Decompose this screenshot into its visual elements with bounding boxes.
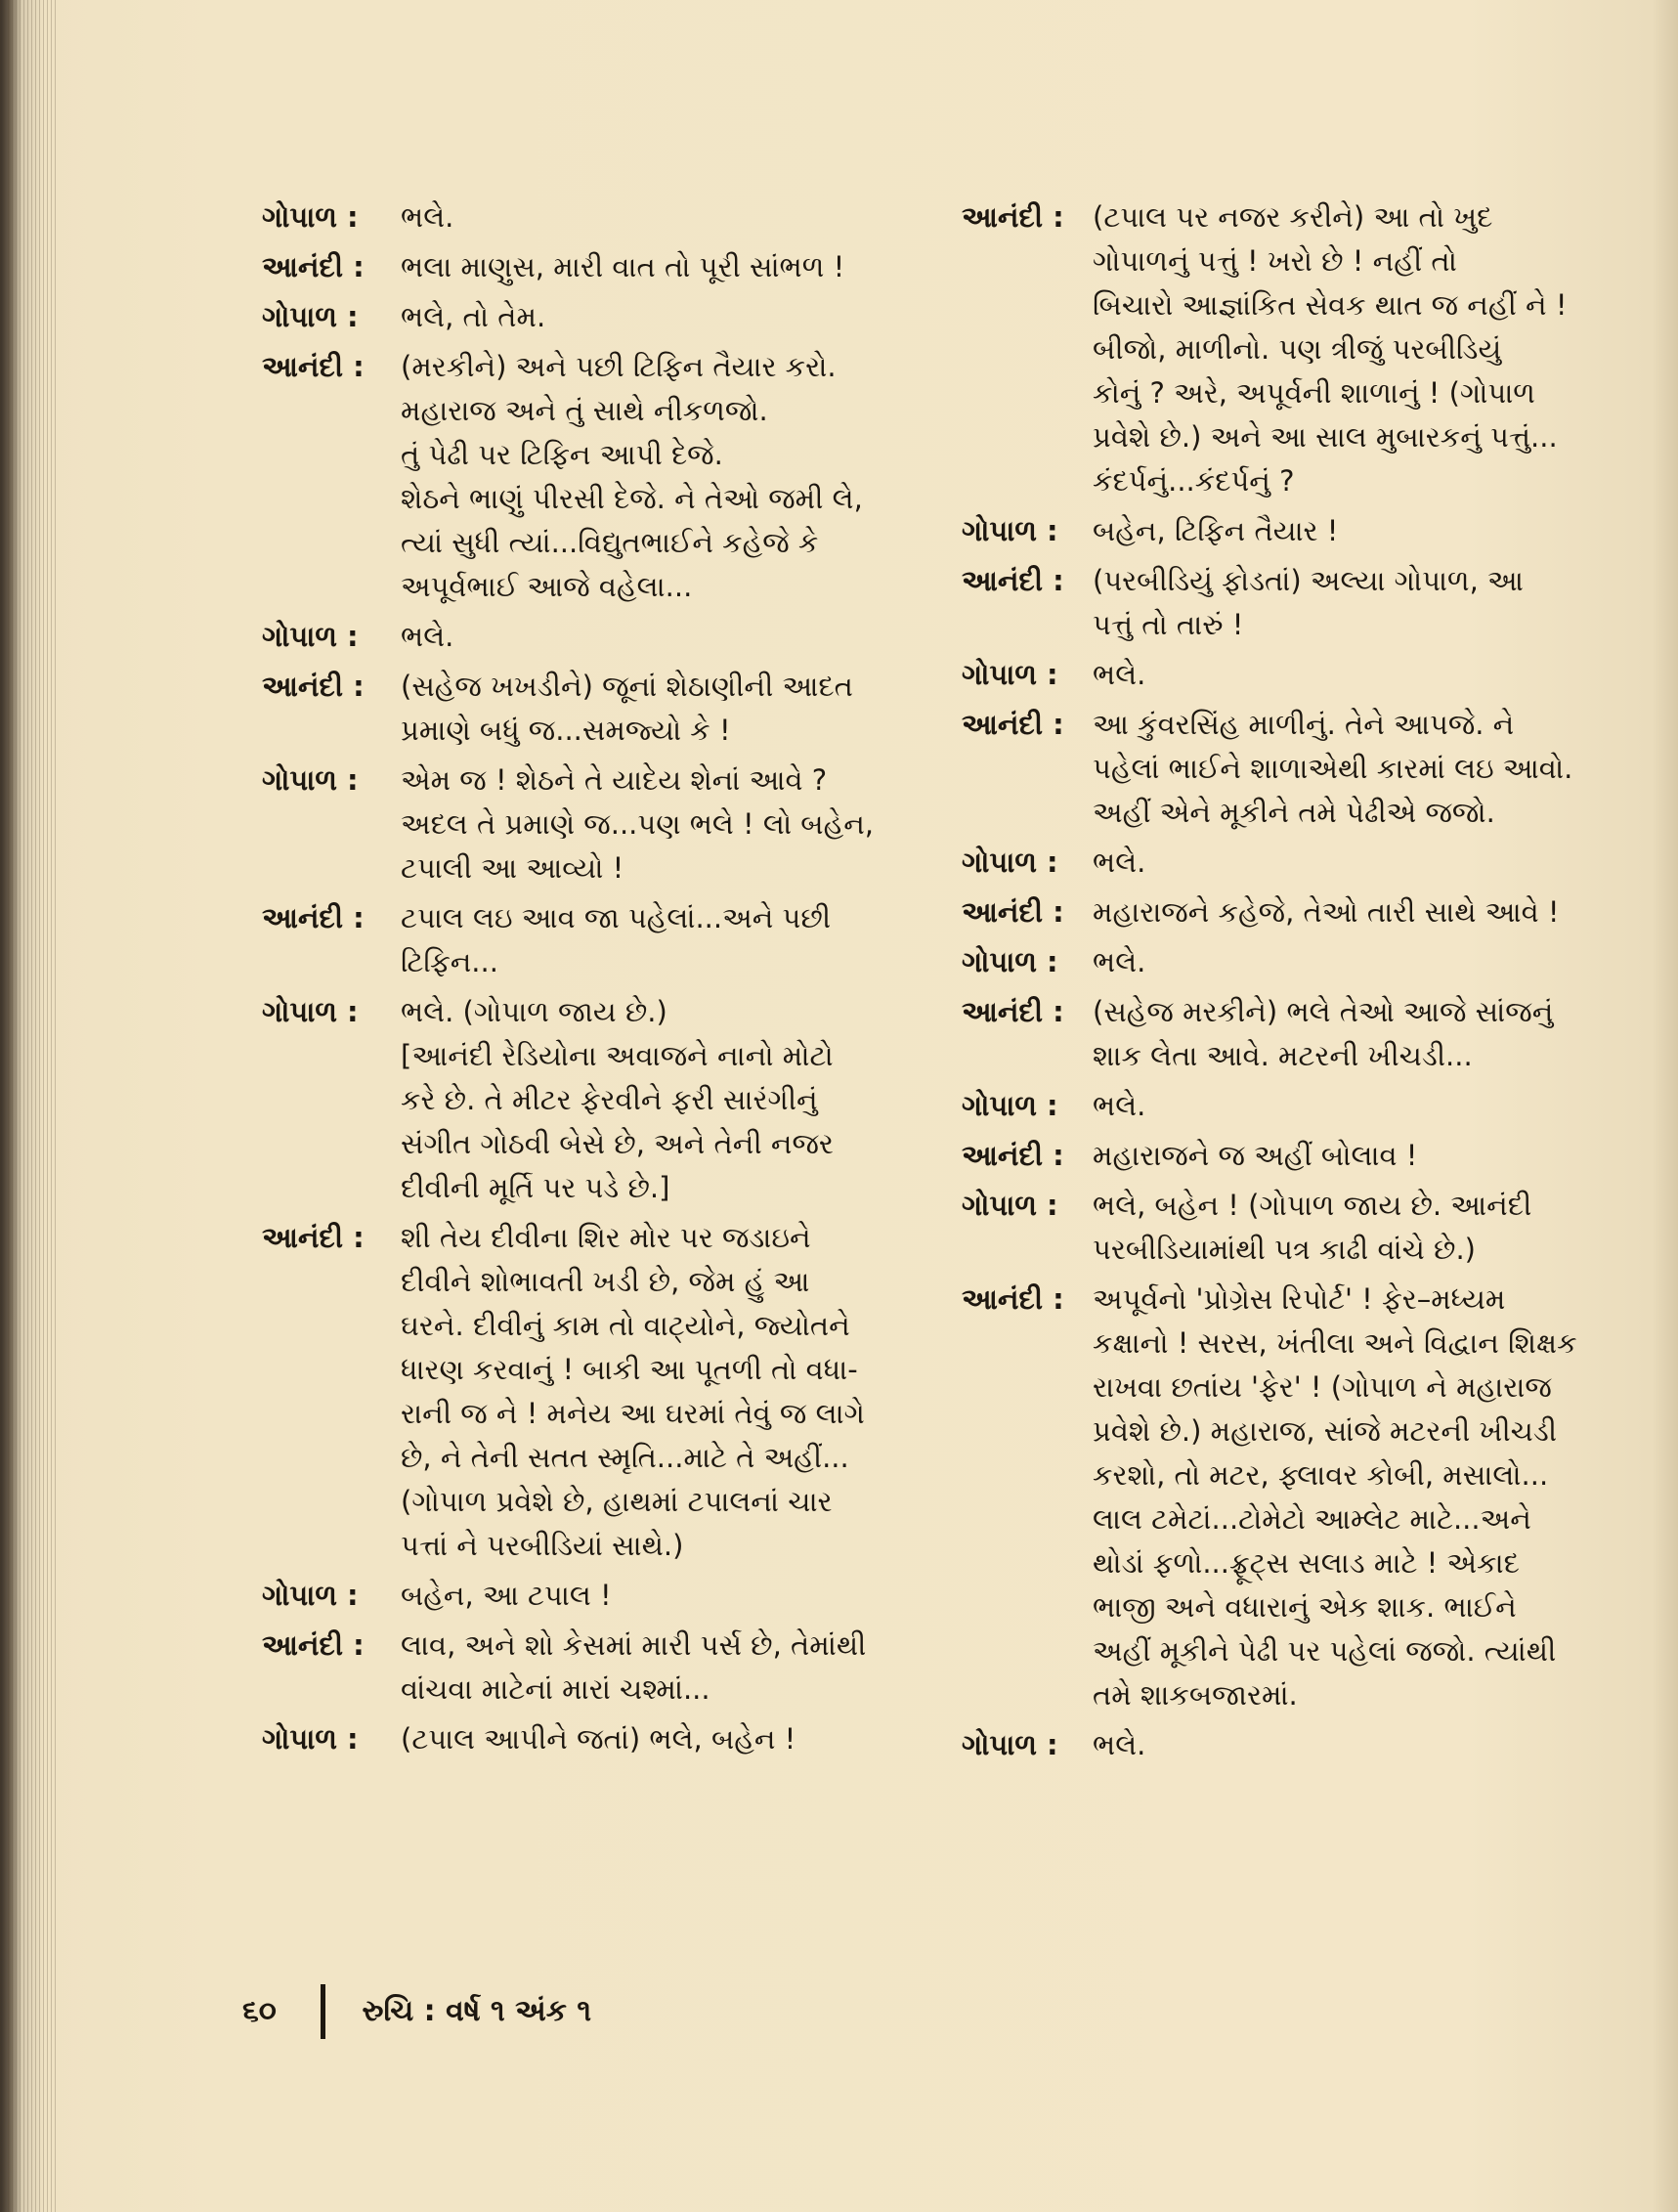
speech-line: ઘરને. દીવીનું કામ તો વાટ્યોને, જ્યોતને: [401, 1309, 850, 1342]
speech-text: [1093, 1278, 1626, 1717]
speech-line: ભલે.: [1093, 658, 1146, 691]
publication-title: રુચિ : વર્ષ ૧ અંક ૧: [362, 1994, 592, 2028]
speech-line: પત્તું તો તારું !: [1093, 608, 1244, 641]
speaker-name: ગોપાળ :: [962, 945, 1058, 978]
dialogue-entry: [962, 1278, 1626, 1717]
speaker-name: આનંદી :: [262, 1221, 365, 1254]
speech-line: અપૂર્વનો 'પ્રોગ્રેસ રિપોર્ટ' ! ફેર–મધ્યમ: [1093, 1282, 1506, 1316]
speech-line: અપૂર્વભાઈ આજે વહેલા...: [401, 570, 693, 603]
speech-line: મહારાજને કહેજે, તેઓ તારી સાથે આવે !: [1093, 895, 1560, 929]
speech-line: શાક લેતા આવે. મટરની ખીચડી...: [1093, 1039, 1473, 1072]
speech-line: (મરકીને) અને પછી ટિફિન તૈયાર કરો.: [401, 350, 837, 383]
speaker-name: આનંદી :: [962, 1282, 1064, 1316]
speech-line: ટપાલ લઇ આવ જા પહેલાં...અને પછી: [401, 901, 832, 934]
speech-text: [401, 896, 926, 984]
speech-text: [1093, 990, 1626, 1078]
dialogue-entry: [962, 509, 1626, 553]
speaker-name: ગોપાળ :: [262, 620, 359, 653]
speaker-name: ગોપાળ :: [262, 995, 359, 1028]
dialogue-entry: [262, 1216, 926, 1568]
speech-line: અહીં મૂકીને પેઢી પર પહેલાં જજો. ત્યાંથી: [1093, 1634, 1557, 1668]
speech-line: બહેન, આ ટપાલ !: [401, 1579, 612, 1612]
speech-text: [1093, 653, 1626, 697]
speaker-name: આનંદી :: [962, 200, 1064, 234]
speech-line: ભલે.: [401, 620, 454, 653]
speaker-name: ગોપાળ :: [962, 514, 1058, 547]
speech-line: (પરબીડિયું ફોડતાં) અલ્યા ગોપાળ, આ: [1093, 564, 1524, 597]
speech-line: પહેલાં ભાઈને શાળાએથી કારમાં લઇ આવો.: [1093, 752, 1573, 785]
dialogue-entry: [962, 559, 1626, 647]
speech-line: ટિફિન...: [401, 945, 498, 978]
speech-line: ટપાલી આ આવ્યો !: [401, 851, 624, 885]
dialogue-entry: [262, 345, 926, 609]
speech-text: [1093, 1084, 1626, 1128]
dialogue-entry: [962, 1184, 1626, 1272]
speech-line: (સહેજ ખખડીને) જૂનાં શેઠાણીની આદત: [401, 670, 853, 703]
speaker-name: ગોપાળ :: [962, 1728, 1058, 1761]
speech-line: દીવીની મૂર્તિ પર પડે છે.]: [401, 1171, 670, 1204]
speech-line: કરશો, તો મટર, ફ્લાવર કોબી, મસાલો...: [1093, 1458, 1549, 1492]
speech-line: કક્ષાનો ! સરસ, ખંતીલા અને વિદ્વાન શિક્ષક: [1093, 1326, 1577, 1360]
dialogue-entry: [962, 841, 1626, 885]
speech-line: ભલે, તો તેમ.: [401, 300, 546, 333]
dialogue-entry: [262, 665, 926, 753]
dialogue-entry: [262, 195, 926, 239]
dialogue-entry: [962, 653, 1626, 697]
speaker-name: આનંદી :: [962, 708, 1064, 741]
speech-line: વાંચવા માટેનાં મારાં ચશ્માં...: [401, 1672, 710, 1706]
page-number: ૬૦: [242, 1994, 277, 2028]
speech-line: [આનંદી રેડિયોના અવાજને નાનો મોટો: [401, 1039, 834, 1072]
speech-text: [401, 345, 926, 609]
speech-text: [401, 759, 926, 890]
speaker-name: ગોપાળ :: [262, 763, 359, 797]
speech-text: [401, 245, 926, 289]
speech-line: ભલે.: [1093, 846, 1146, 879]
dialogue-entry: [962, 195, 1626, 503]
speech-line: કોનું ? અરે, અપૂર્વની શાળાનું ! (ગોપાળ: [1093, 376, 1535, 410]
speech-line: છે, ને તેની સતત સ્મૃતિ...માટે તે અહીં...: [401, 1441, 849, 1474]
speech-line: પ્રમાણે બધું જ...સમજ્યો કે !: [401, 714, 731, 747]
speech-text: [401, 1624, 926, 1712]
dialogue-entry: [262, 615, 926, 659]
speaker-name: ગોપાળ :: [962, 658, 1058, 691]
speaker-name: ગોપાળ :: [262, 300, 359, 333]
dialogue-entry: [262, 1574, 926, 1618]
dialogue-entry: [962, 1723, 1626, 1767]
speech-line: બીજો, માળીનો. પણ ત્રીજું પરબીડિયું: [1093, 332, 1502, 366]
dialogue-entry: [262, 295, 926, 339]
speaker-name: આનંદી :: [262, 670, 365, 703]
speech-text: [401, 1717, 926, 1761]
speech-line: કંદર્પનું...કંદર્પનું ?: [1093, 464, 1295, 498]
page-footer: [242, 1984, 591, 2039]
speaker-name: આનંદી :: [962, 895, 1064, 929]
speech-line: શી તેય દીવીના શિર મોર પર જડાઇને: [401, 1221, 811, 1254]
speaker-name: આનંદી :: [262, 1628, 365, 1662]
speech-line: તમે શાકબજારમાં.: [1093, 1678, 1298, 1712]
dialogue-entry: [962, 1084, 1626, 1128]
speech-text: [1093, 890, 1626, 934]
speaker-name: આનંદી :: [962, 995, 1064, 1028]
dialogue-entry: [962, 990, 1626, 1078]
speech-line: રાની જ ને ! મનેય આ ઘરમાં તેવું જ લાગે: [401, 1397, 865, 1430]
speaker-name: આનંદી :: [262, 901, 365, 934]
speech-line: અહીં એને મૂકીને તમે પેઢીએ જજો.: [1093, 796, 1495, 829]
speech-line: ધારણ કરવાનું ! બાકી આ પૂતળી તો વધા-: [401, 1353, 858, 1386]
speech-line: ભલે.: [1093, 1089, 1146, 1122]
speech-line: પ્રવેશે છે.) મહારાજ, સાંજે મટરની ખીચડી: [1093, 1414, 1558, 1448]
dialogue-entry: [962, 940, 1626, 984]
speech-line: બહેન, ટિફિન તૈયાર !: [1093, 514, 1339, 547]
speech-line: ભલા માણુસ, મારી વાત તો પૂરી સાંભળ !: [401, 250, 845, 283]
dialogue-entry: [262, 990, 926, 1210]
left-column: [262, 195, 926, 1767]
speech-line: પરબીડિયામાંથી પત્ર કાઢી વાંચે છે.): [1093, 1233, 1476, 1266]
speech-line: ભાજી અને વધારાનું એક શાક. ભાઈને: [1093, 1590, 1517, 1624]
speech-line: શેઠને ભાણું પીરસી દેજે. ને તેઓ જમી લે,: [401, 482, 863, 515]
speaker-name: ગોપાળ :: [262, 200, 359, 234]
speech-line: લાવ, અને શો કેસમાં મારી પર્સ છે, તેમાંથી: [401, 1628, 867, 1662]
speech-line: મહારાજ અને તું સાથે નીકળજો.: [401, 394, 768, 427]
speech-text: [1093, 940, 1626, 984]
speech-text: [1093, 195, 1626, 503]
speech-text: [401, 615, 926, 659]
speaker-name: ગોપાળ :: [262, 1722, 359, 1756]
speech-line: તું પેઢી પર ટિફિન આપી દેજે.: [401, 438, 723, 471]
speech-line: થોડાં ફળો...ફ્રૂટ્સ સલાડ માટે ! એકાદ: [1093, 1546, 1520, 1580]
speech-line: કરે છે. તે મીટર ફેરવીને ફરી સારંગીનું: [401, 1083, 818, 1116]
speaker-name: ગોપાળ :: [962, 846, 1058, 879]
speech-line: પત્તાં ને પરબીડિયાં સાથે.): [401, 1529, 684, 1562]
speaker-name: ગોપાળ :: [962, 1189, 1058, 1222]
dialogue-entry: [262, 245, 926, 289]
speech-line: ભલે.: [1093, 1728, 1146, 1761]
dialogue-entry: [262, 1717, 926, 1761]
speaker-name: આનંદી :: [962, 1139, 1064, 1172]
speech-text: [401, 1216, 926, 1568]
speech-line: (ગોપાળ પ્રવેશે છે, હાથમાં ટપાલનાં ચાર: [401, 1485, 833, 1518]
speech-line: દીવીને શોભાવતી ખડી છે, જેમ હું આ: [401, 1265, 810, 1298]
speech-line: ભલે.: [1093, 945, 1146, 978]
speech-line: પ્રવેશે છે.) અને આ સાલ મુબારકનું પત્તું...: [1093, 420, 1558, 454]
dialogue-entry: [262, 759, 926, 890]
speech-line: ભલે, બહેન ! (ગોપાળ જાય છે. આનંદી: [1093, 1189, 1532, 1222]
speech-line: આ કુંવરસિંહ માળીનું. તેને આપજે. ને: [1093, 708, 1515, 741]
speech-line: (સહેજ મરકીને) ભલે તેઓ આજે સાંજનું: [1093, 995, 1554, 1028]
speech-line: અદલ તે પ્રમાણે જ...પણ ભલે ! લો બહેન,: [401, 807, 875, 841]
speech-text: [1093, 559, 1626, 647]
speech-line: સંગીત ગોઠવી બેસે છે, અને તેની નજર: [401, 1127, 834, 1160]
speech-line: ભલે.: [401, 200, 454, 234]
speech-line: ગોપાળનું પત્તું ! ખરો છે ! નહીં તો: [1093, 244, 1457, 278]
dialogue-entry: [962, 890, 1626, 934]
speech-text: [1093, 1134, 1626, 1178]
right-column: [962, 195, 1626, 1773]
speech-text: [401, 990, 926, 1210]
speaker-name: આનંદી :: [262, 250, 365, 283]
speech-line: એમ જ ! શેઠને તે યાદેય શેનાં આવે ?: [401, 763, 828, 797]
speech-text: [401, 295, 926, 339]
speech-text: [401, 195, 926, 239]
speech-text: [401, 665, 926, 753]
speech-text: [1093, 703, 1626, 835]
footer-divider: [321, 1984, 325, 2039]
dialogue-entry: [262, 896, 926, 984]
speech-line: ભલે. (ગોપાળ જાય છે.): [401, 995, 667, 1028]
speech-line: ત્યાં સુધી ત્યાં...વિદ્યુતભાઈને કહેજે કે: [401, 526, 819, 559]
speaker-name: આનંદી :: [962, 564, 1064, 597]
speaker-name: ગોપાળ :: [962, 1089, 1058, 1122]
speech-text: [1093, 1723, 1626, 1767]
speech-line: (ટપાલ આપીને જતાં) ભલે, બહેન !: [401, 1722, 796, 1756]
speech-text: [1093, 1184, 1626, 1272]
book-spine: [0, 0, 59, 2212]
speaker-name: ગોપાળ :: [262, 1579, 359, 1612]
speech-line: મહારાજને જ અહીં બોલાવ !: [1093, 1139, 1418, 1172]
speaker-name: આનંદી :: [262, 350, 365, 383]
dialogue-entry: [262, 1624, 926, 1712]
speech-line: લાલ ટમેટાં...ટોમેટો આમ્લેટ માટે...અને: [1093, 1502, 1531, 1536]
speech-text: [401, 1574, 926, 1618]
speech-line: (ટપાલ પર નજર કરીને) આ તો ખુદ: [1093, 200, 1493, 234]
speech-line: રાખવા છતાંય 'ફેર' ! (ગોપાળ ને મહારાજ: [1093, 1370, 1552, 1404]
dialogue-entry: [962, 1134, 1626, 1178]
dialogue-entry: [962, 703, 1626, 835]
speech-line: બિચારો આજ્ઞાંકિત સેવક થાત જ નહીં ને !: [1093, 288, 1568, 322]
speech-text: [1093, 841, 1626, 885]
speech-text: [1093, 509, 1626, 553]
